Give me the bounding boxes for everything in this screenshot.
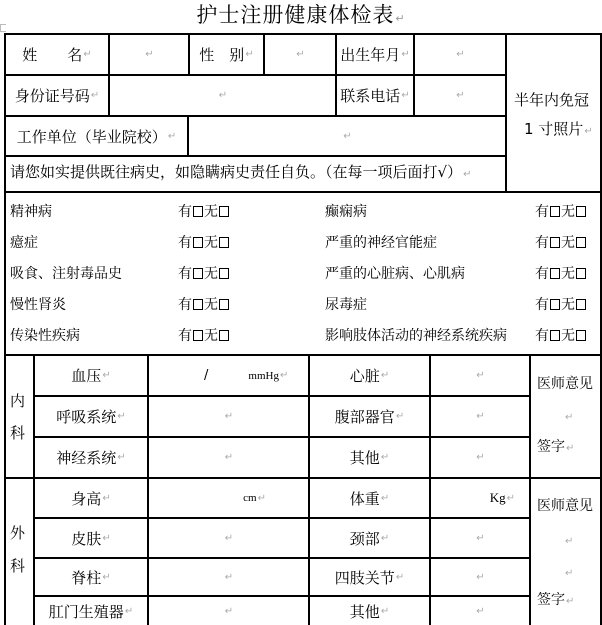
sign-label: 签字↵	[537, 439, 575, 455]
return-mark-icon: ↵	[380, 452, 390, 463]
checkbox-no[interactable]	[576, 206, 586, 217]
surgery-dept-label: 科	[10, 557, 26, 575]
return-mark-icon: ↵	[296, 49, 305, 60]
checkbox-yes[interactable]	[550, 268, 560, 279]
bp-unit: mmHg	[248, 369, 279, 382]
return-mark-icon: ↵	[476, 370, 485, 381]
checkbox-no[interactable]	[219, 268, 229, 279]
checkbox-no[interactable]	[576, 330, 586, 341]
return-mark-icon: ↵	[565, 412, 574, 423]
history-yes-no[interactable]: 有 无	[535, 267, 587, 281]
return-mark-icon: ↵	[279, 370, 289, 381]
phone-label: 联系电话	[340, 87, 401, 105]
work-field[interactable]	[189, 117, 505, 155]
birth-label: 出生年月	[340, 46, 401, 64]
weight-field[interactable]	[431, 479, 529, 517]
history-yes-no[interactable]: 有 无	[178, 298, 230, 312]
gender-label-cell	[190, 35, 263, 74]
work-label-cell	[6, 117, 187, 155]
abdomen-field[interactable]	[431, 397, 529, 436]
surgery-dept-label: 外	[10, 524, 26, 542]
return-mark-icon: ↵	[401, 49, 410, 60]
history-notice	[10, 165, 471, 180]
return-mark-icon: ↵	[102, 571, 111, 583]
checkbox-no[interactable]	[219, 206, 229, 217]
return-mark-icon: ↵	[584, 126, 593, 137]
return-mark-icon: ↵	[343, 130, 352, 142]
return-mark-icon: ↵	[456, 90, 465, 101]
return-mark-icon: ↵	[395, 571, 405, 583]
return-mark-icon: ↵	[476, 571, 485, 583]
respiratory-field[interactable]	[149, 397, 308, 436]
return-mark-icon: ↵	[90, 90, 100, 101]
history-yes-no[interactable]: 有 无	[178, 329, 230, 343]
heart-label: 心脏 ↵	[349, 367, 390, 385]
internal-dept-label: 内	[10, 392, 26, 410]
photo-line2	[524, 122, 593, 137]
internal-other-label: 其他 ↵	[349, 449, 390, 467]
checkbox-no[interactable]	[219, 330, 229, 341]
limbs-label: 四肢关节 ↵	[334, 568, 405, 587]
history-yes-no[interactable]: 有 无	[178, 205, 230, 219]
gender-field[interactable]	[265, 35, 335, 74]
anus-genital-label: 肛门生殖器 ↵	[48, 602, 134, 621]
skin-label: 皮肤 ↵	[71, 529, 111, 548]
checkbox-yes[interactable]	[550, 330, 560, 341]
name-field[interactable]	[110, 35, 188, 74]
opinion-label: 医师意见	[537, 376, 593, 392]
divider	[4, 155, 506, 157]
history-item-right: 影响肢体活动的神经系统疾病	[325, 328, 507, 344]
return-mark-icon: ↵	[245, 49, 254, 60]
nervous-label: 神经系统 ↵	[56, 449, 126, 467]
title-text: 护士注册健康体检表	[196, 3, 395, 27]
checkbox-yes[interactable]	[550, 206, 560, 217]
history-yes-no[interactable]: 有 无	[535, 298, 587, 312]
table-border-right	[600, 33, 602, 625]
photo-line1-text: 半年内免冠	[514, 91, 590, 109]
skin-field[interactable]	[149, 519, 308, 557]
history-item-right: 严重的神经官能症	[325, 235, 437, 251]
return-mark-icon: ↵	[380, 370, 390, 381]
checkbox-yes[interactable]	[193, 237, 203, 248]
history-item-left: 传染性疾病	[10, 328, 80, 344]
photo-line1	[514, 93, 589, 108]
heart-field[interactable]	[431, 356, 529, 395]
return-mark-icon: ↵	[395, 12, 406, 25]
height-field[interactable]	[149, 479, 308, 517]
return-mark-icon: ↵	[456, 49, 465, 60]
id-label-cell	[6, 76, 108, 115]
checkbox-no[interactable]	[219, 299, 229, 310]
birth-label-cell	[337, 35, 413, 74]
return-mark-icon: ↵	[102, 532, 111, 544]
respiratory-label: 呼吸系统 ↵	[56, 408, 126, 426]
return-mark-icon: ↵	[565, 568, 574, 579]
return-mark-icon: ↵	[117, 452, 126, 463]
checkbox-yes[interactable]	[550, 299, 560, 310]
return-mark-icon: ↵	[167, 130, 177, 142]
weight-label: 体重 ↵	[349, 489, 390, 508]
history-yes-no[interactable]: 有 无	[535, 205, 587, 219]
spine-label: 脊柱 ↵	[71, 568, 111, 587]
history-item-left: 吸食、注射毒品史	[10, 266, 122, 282]
history-item-left: 慢性肾炎	[10, 297, 66, 313]
abdomen-label: 腹部器官 ↵	[334, 408, 405, 426]
checkbox-yes[interactable]	[193, 268, 203, 279]
return-mark-icon: ↵	[380, 492, 390, 504]
return-mark-icon: ↵	[476, 532, 485, 544]
return-mark-icon: ↵	[224, 452, 234, 463]
divider	[4, 191, 602, 193]
height-label: 身高 ↵	[71, 489, 111, 508]
checkbox-no[interactable]	[576, 237, 586, 248]
bp-field[interactable]	[149, 356, 308, 395]
id-label: 身份证号码	[14, 87, 90, 105]
phone-field[interactable]	[415, 76, 505, 115]
return-mark-icon: ↵	[380, 605, 390, 617]
gender-label: 性 别	[199, 46, 245, 64]
return-mark-icon: ↵	[224, 411, 234, 422]
checkbox-yes[interactable]	[193, 330, 203, 341]
name-label: 姓 名	[22, 46, 83, 64]
photo-line2-text: 1 寸照片	[524, 120, 584, 138]
checkbox-yes[interactable]	[193, 299, 203, 310]
internal-doctor-opinion[interactable]	[531, 356, 600, 477]
neck-field[interactable]	[431, 519, 529, 557]
return-mark-icon: ↵	[124, 605, 134, 617]
return-mark-icon: ↵	[83, 49, 92, 60]
checkbox-no[interactable]	[576, 268, 586, 279]
internal-other-field[interactable]	[431, 438, 529, 477]
return-mark-icon: ↵	[476, 452, 485, 463]
surgery-other-label: 其他 ↵	[349, 602, 390, 621]
return-mark-icon: ↵	[565, 536, 574, 547]
neck-label: 颈部 ↵	[349, 529, 390, 548]
checkbox-no[interactable]	[219, 237, 229, 248]
checkbox-no[interactable]	[576, 299, 586, 310]
nervous-field[interactable]	[149, 438, 308, 477]
id-field[interactable]	[110, 76, 335, 115]
return-mark-icon: ↵	[102, 492, 111, 504]
history-notice-text: 请您如实提供既往病史，如隐瞒病史责任自负。（在每一项后面打√）	[10, 163, 463, 181]
limbs-field[interactable]	[431, 559, 529, 595]
anus-genital-field[interactable]	[149, 597, 308, 625]
return-mark-icon: ↵	[224, 571, 234, 583]
checkbox-yes[interactable]	[193, 206, 203, 217]
page-title	[0, 0, 602, 30]
history-yes-no[interactable]: 有 无	[535, 329, 587, 343]
history-item-right: 癫痫病	[325, 204, 367, 220]
return-mark-icon: ↵	[463, 169, 472, 180]
weight-unit: Kg	[489, 490, 506, 505]
return-mark-icon: ↵	[380, 532, 390, 544]
surgery-doctor-opinion[interactable]	[531, 479, 600, 625]
internal-dept-label: 科	[10, 424, 26, 442]
return-mark-icon: ↵	[476, 605, 485, 617]
surgery-other-field[interactable]	[431, 597, 529, 625]
history-item-left: 精神病	[10, 204, 52, 220]
return-mark-icon: ↵	[395, 411, 405, 422]
return-mark-icon: ↵	[145, 49, 154, 60]
birth-field[interactable]	[415, 35, 505, 74]
return-mark-icon: ↵	[506, 492, 515, 504]
height-unit: cm	[243, 492, 257, 504]
work-label: 工作单位（毕业院校）	[16, 127, 167, 146]
sign-label: 签字↵	[537, 592, 575, 608]
return-mark-icon: ↵	[224, 605, 234, 617]
bp-separator: /	[204, 368, 209, 383]
return-mark-icon: ↵	[218, 90, 228, 101]
history-item-right: 严重的心脏病、心肌病	[325, 266, 465, 282]
history-item-right: 尿毒症	[325, 297, 367, 313]
return-mark-icon: ↵	[102, 370, 111, 381]
return-mark-icon: ↵	[257, 492, 266, 504]
spine-field[interactable]	[149, 559, 308, 595]
phone-label-cell	[337, 76, 413, 115]
return-mark-icon: ↵	[224, 532, 234, 544]
name-label-cell	[6, 35, 108, 74]
history-yes-no[interactable]: 有 无	[535, 236, 587, 250]
history-yes-no[interactable]: 有 无	[178, 236, 230, 250]
bp-label: 血压 ↵	[71, 367, 111, 385]
checkbox-yes[interactable]	[550, 237, 560, 248]
opinion-label: 医师意见	[537, 498, 593, 514]
return-mark-icon: ↵	[117, 411, 126, 422]
return-mark-icon: ↵	[476, 411, 485, 422]
history-yes-no[interactable]: 有 无	[178, 267, 230, 281]
return-mark-icon: ↵	[401, 90, 410, 101]
history-item-left: 癔症	[10, 235, 38, 251]
photo-box[interactable]	[507, 35, 600, 191]
